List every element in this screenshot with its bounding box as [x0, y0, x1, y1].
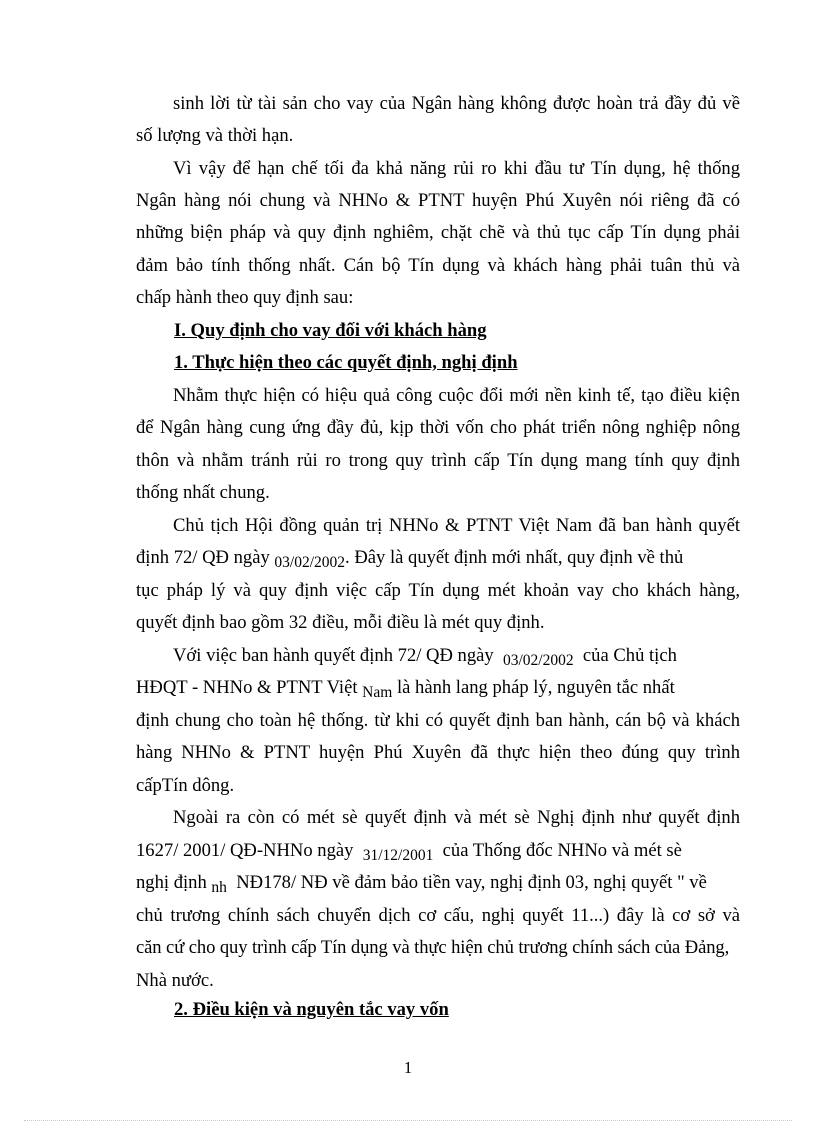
subsection-heading: 1. Thực hiện theo các quyết định, nghị định — [174, 352, 518, 373]
text-fragment: nh — [211, 879, 227, 896]
paragraph-line: cấpTín dông. — [136, 775, 235, 796]
page-number: 1 — [403, 1058, 413, 1077]
text-fragment: Nam — [362, 684, 393, 701]
paragraph-line: Vì vậy để hạn chế tối đa khả năng rủi ro khi đầu tư Tín dụng, hệ thống — [173, 158, 740, 179]
date-text: 31/12/2001 — [362, 847, 434, 864]
text-fragment: Với việc ban hành quyết định 72/ QĐ ngày — [173, 645, 494, 666]
paragraph-line: Chủ tịch Hội đồng quản trị NHNo & PTNT Việt Nam đã ban hành quyết — [173, 515, 740, 536]
paragraph-line: Nhằm thực hiện có hiệu quả công cuộc đổi mới nền kinh tế, tạo điều kiện — [173, 385, 740, 406]
text-fragment: . Đây là quyết định mới nhất, quy định về thủ — [345, 547, 684, 568]
paragraph-line — [173, 644, 740, 669]
paragraph-line: Nhà nước. — [136, 970, 214, 991]
paragraph-line: những biện pháp và quy định nghiêm, chặt chẽ và thủ tục cấp Tín dụng phải — [136, 222, 740, 243]
subsection-heading: 2. Điều kiện và nguyên tắc vay vốn — [174, 999, 449, 1020]
paragraph-line: căn cứ cho quy trình cấp Tín dụng và thực hiện chủ trương chính sách của Đảng, — [136, 937, 730, 958]
paragraph-line: thống nhất chung. — [136, 482, 270, 503]
text-fragment: định 72/ QĐ ngày — [136, 547, 270, 568]
paragraph-line: để Ngân hàng cung ứng đầy đủ, kịp thời vốn cho phát triển nông nghiệp nông — [136, 417, 740, 438]
paragraph-line: quyết định bao gồm 32 điều, mỗi điều là mét quy định. — [136, 612, 545, 633]
paragraph-line: đảm bảo tính thống nhất. Cán bộ Tín dụng và khách hàng phải tuân thủ và — [136, 255, 740, 276]
text-fragment: HĐQT - NHNo & PTNT Việt — [136, 677, 358, 698]
paragraph-line: thôn và nhằm tránh rủi ro trong quy trình cấp Tín dụng mang tính quy định — [136, 450, 740, 471]
section-heading: I. Quy định cho vay đối với khách hàng — [174, 320, 487, 341]
page-divider — [24, 1120, 792, 1121]
text-fragment: 1627/ 2001/ QĐ-NHNo ngày — [136, 840, 354, 861]
paragraph-line — [136, 871, 740, 896]
date-text: 03/02/2002 — [503, 652, 574, 669]
text-fragment: của Chủ tịch — [582, 645, 677, 666]
paragraph-line: số lượng và thời hạn. — [136, 125, 294, 146]
date-text: 03/02/2002 — [274, 554, 346, 571]
paragraph-line: Ngoài ra còn có mét sè quyết định và mét sè Nghị định như quyết định — [173, 807, 740, 828]
paragraph-line: định chung cho toàn hệ thống. từ khi có quyết định ban hành, cán bộ và khách — [136, 710, 740, 731]
text-fragment: nghị định — [136, 872, 207, 893]
text-fragment: là hành lang pháp lý, nguyên tắc nhất — [396, 677, 675, 698]
paragraph-line — [136, 676, 740, 701]
text-fragment: NĐ178/ NĐ về đảm bảo tiền vay, nghị định 03, nghị quyết " về — [236, 872, 707, 893]
paragraph-line — [136, 546, 740, 571]
paragraph-line: hàng NHNo & PTNT huyện Phú Xuyên đã thực hiện theo đúng quy trình — [136, 742, 740, 763]
paragraph-line: chấp hành theo quy định sau: — [136, 287, 354, 308]
paragraph-line: sinh lời từ tài sản cho vay của Ngân hàng không được hoàn trả đầy đủ về — [173, 93, 740, 114]
paragraph-line: chủ trương chính sách chuyển dịch cơ cấu, nghị quyết 11...) đây là cơ sở và — [136, 905, 740, 926]
text-fragment: của Thống đốc NHNo và mét sè — [442, 840, 682, 861]
paragraph-line: Ngân hàng nói chung và NHNo & PTNT huyện Phú Xuyên nói riêng đã có — [136, 190, 740, 211]
paragraph-line — [136, 839, 740, 864]
paragraph-line: tục pháp lý và quy định việc cấp Tín dụng mét khoản vay cho khách hàng, — [136, 580, 740, 601]
